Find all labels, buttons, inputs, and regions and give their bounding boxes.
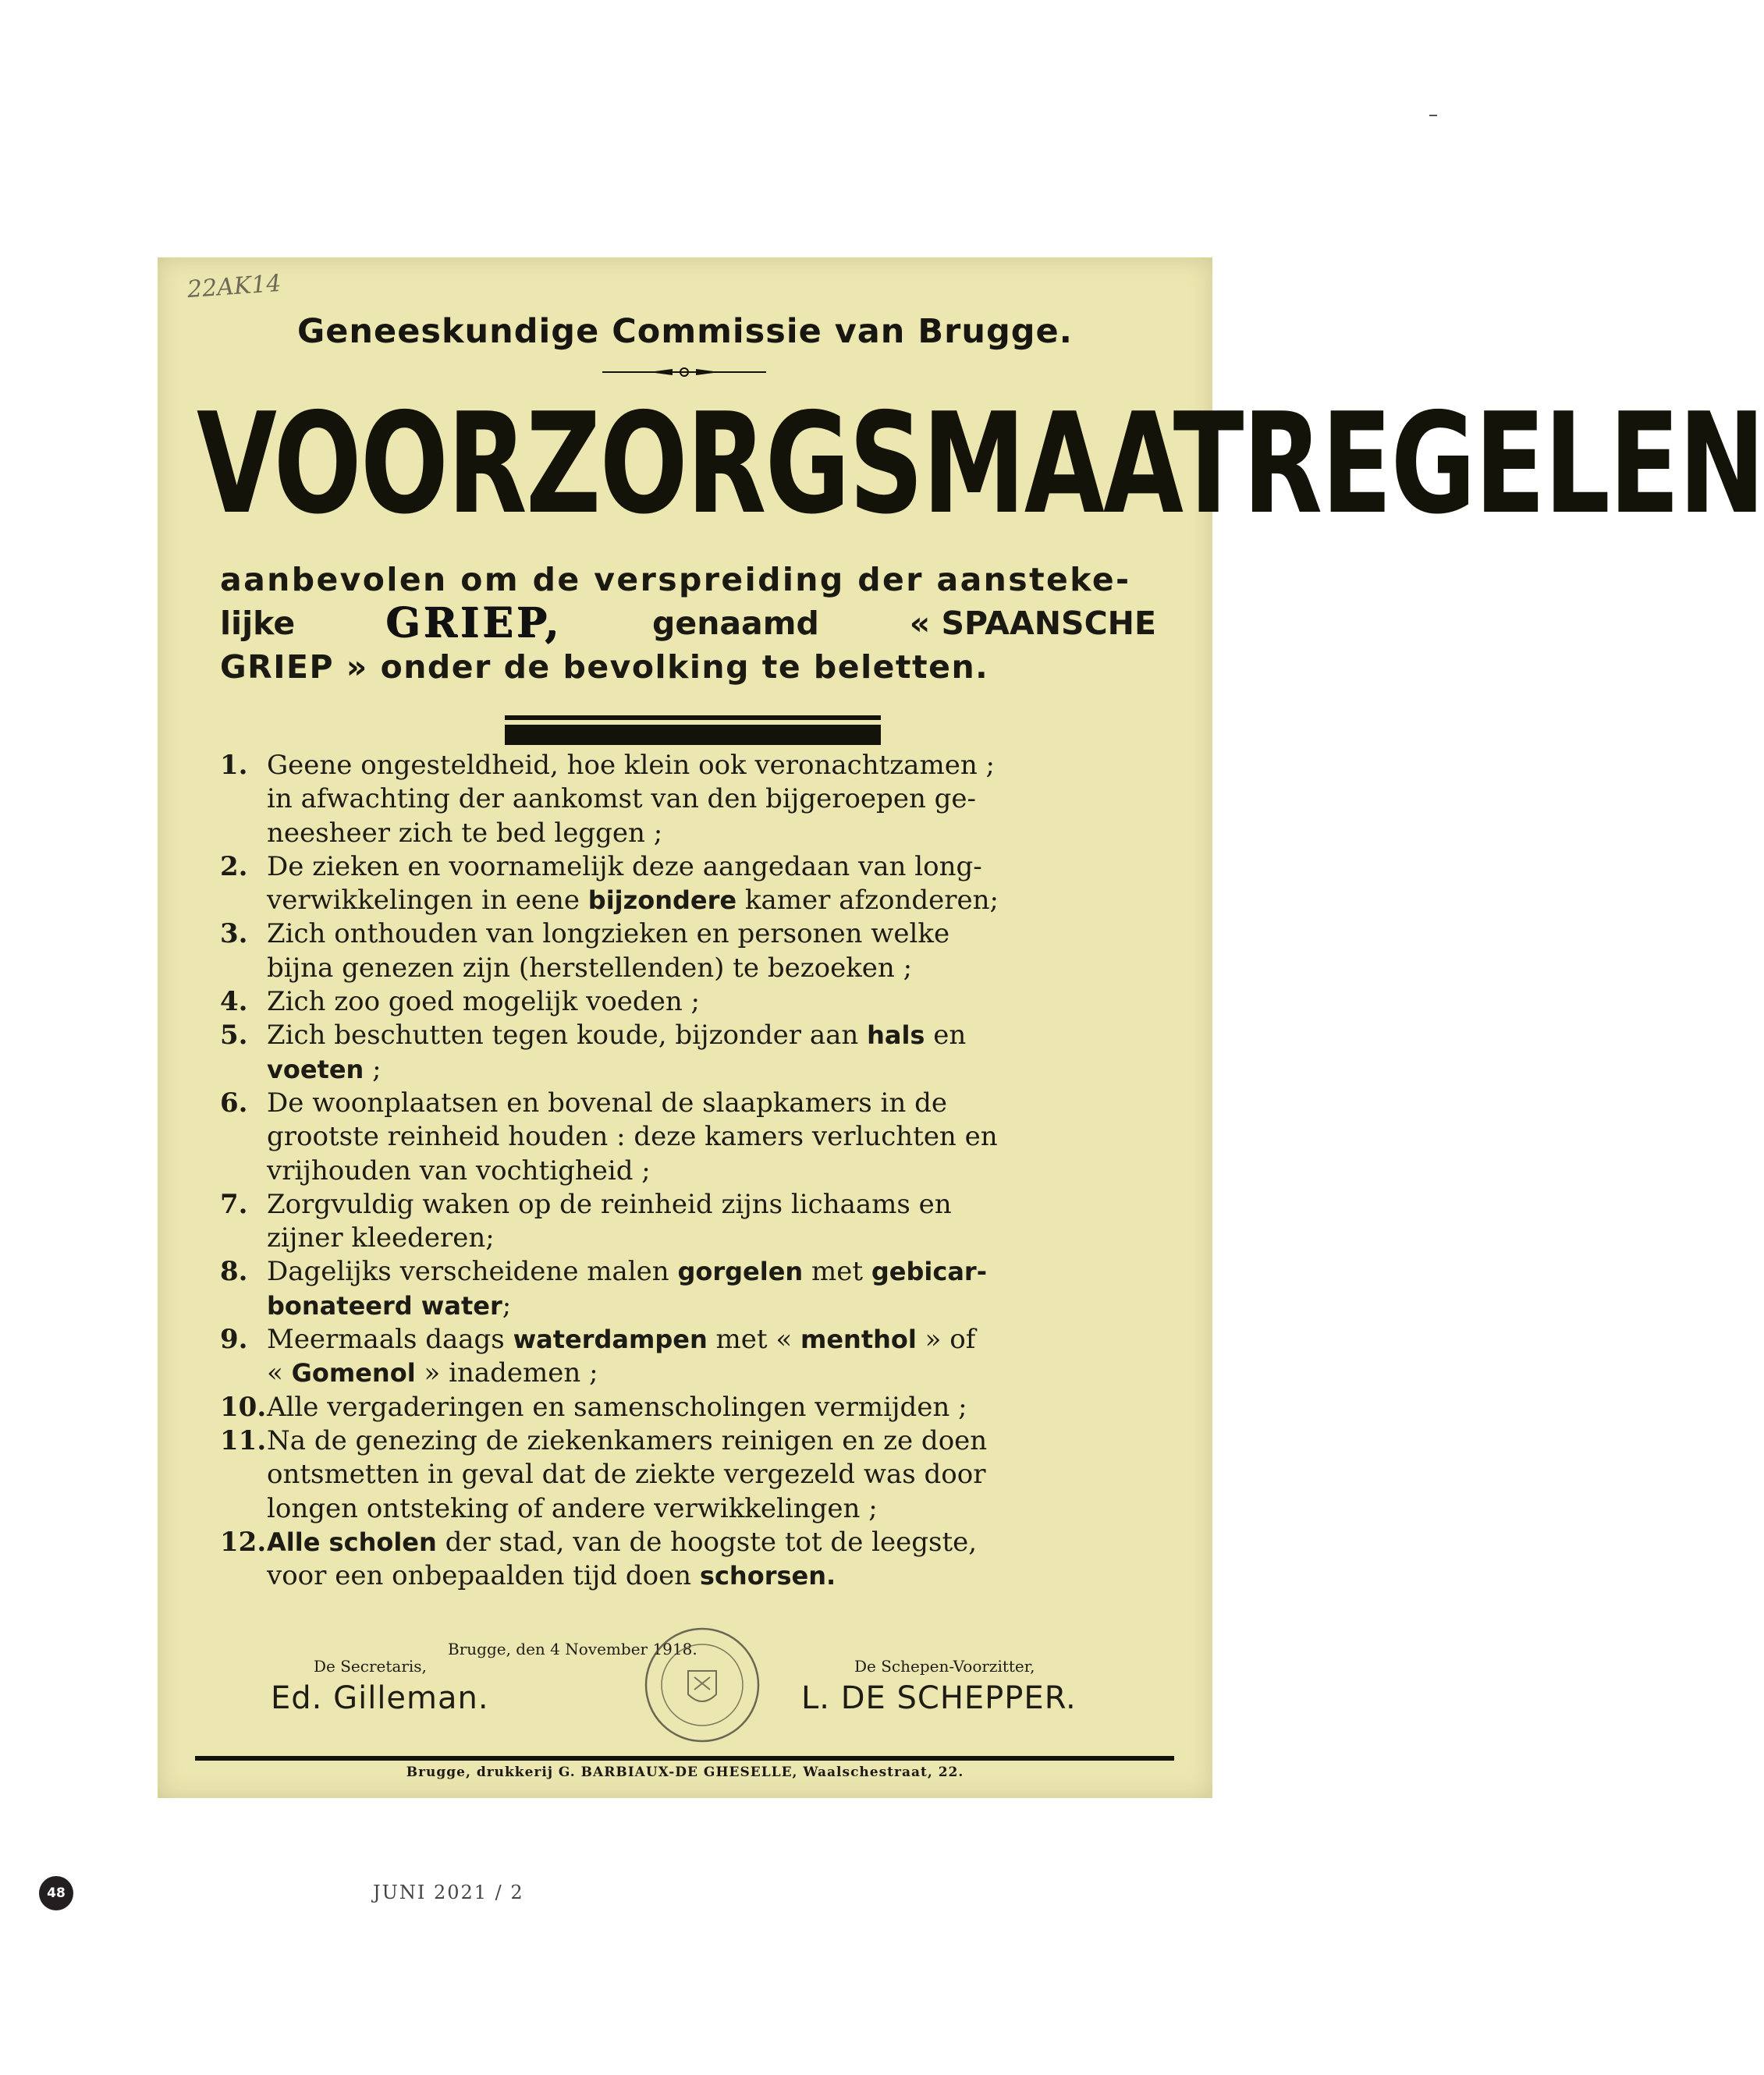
item-line bbox=[267, 1323, 1164, 1357]
item-line: De zieken en voornamelijk deze aangedaan van long- bbox=[267, 850, 982, 882]
intro-griep: GRIEP, bbox=[385, 599, 563, 647]
item-line bbox=[267, 884, 1164, 917]
bold-text: gorgelen bbox=[677, 1257, 804, 1287]
item-number: 1. bbox=[220, 750, 248, 781]
poster bbox=[158, 257, 1764, 1798]
item-line bbox=[267, 1357, 1164, 1390]
inventory-note: 22AK14 bbox=[186, 269, 282, 304]
thick-divider bbox=[505, 715, 881, 745]
intro-spaansche: « SPAANSCHE bbox=[909, 605, 1156, 642]
intro-line-3: GRIEP » onder de bevolking te beletten. bbox=[220, 648, 989, 686]
intro-word-lijke: lijke bbox=[220, 605, 296, 642]
item-number: 6. bbox=[220, 1087, 248, 1119]
item-number: 7. bbox=[220, 1188, 248, 1220]
list-item bbox=[220, 1424, 1164, 1526]
item-line: bijna genezen zijn (herstellenden) te bezoeken ; bbox=[267, 952, 913, 984]
intro-line-2 bbox=[220, 601, 1156, 645]
item-line bbox=[267, 1526, 1164, 1559]
item-text: » of bbox=[925, 1324, 976, 1356]
item-number: 11. bbox=[220, 1424, 267, 1456]
page-number-badge: 48 bbox=[39, 1876, 73, 1910]
item-line: Alle vergaderingen en samenscholingen vermijden ; bbox=[267, 1391, 967, 1423]
item-line: longen ontsteking of andere verwikkelingen ; bbox=[267, 1492, 878, 1524]
list-item bbox=[220, 1188, 1164, 1256]
archive-stamp bbox=[640, 1623, 765, 1747]
dateline: Brugge, den 4 November 1918. bbox=[448, 1640, 697, 1658]
item-line: De woonplaatsen en bovenal de slaapkamers in de bbox=[267, 1087, 948, 1119]
intro-text bbox=[220, 558, 1156, 689]
edge-mark bbox=[1429, 115, 1437, 116]
item-text: ; bbox=[502, 1289, 512, 1321]
item-text: der stad, van de hoogste tot de leegste, bbox=[445, 1526, 978, 1558]
bold-text: Gomenol bbox=[291, 1358, 416, 1389]
chair-role: De Schepen-Voorzitter, bbox=[854, 1657, 1035, 1676]
item-line: neesheer zich te bed leggen ; bbox=[267, 817, 663, 849]
item-number: 8. bbox=[220, 1256, 248, 1288]
item-line: Zich onthouden van longzieken en personen welke bbox=[267, 918, 950, 950]
list-item bbox=[220, 1526, 1164, 1594]
item-line bbox=[267, 1053, 1164, 1087]
list-item bbox=[220, 1323, 1164, 1391]
item-text: » inademen ; bbox=[424, 1357, 598, 1389]
item-text: verwikkelingen in eene bbox=[267, 885, 580, 917]
item-number: 9. bbox=[220, 1324, 248, 1356]
bold-text: gebicar- bbox=[871, 1257, 987, 1287]
list-item bbox=[220, 1087, 1164, 1188]
chair-name: L. DE SCHEPPER. bbox=[801, 1680, 1077, 1716]
list-item bbox=[220, 985, 1164, 1019]
item-text: « bbox=[267, 1357, 283, 1389]
ornament-divider bbox=[602, 367, 766, 378]
item-line: ontsmetten in geval dat de ziekte vergezeld was door bbox=[267, 1459, 986, 1491]
item-line: Zich zoo goed mogelijk voeden ; bbox=[267, 986, 700, 1018]
item-line bbox=[267, 1559, 1164, 1593]
item-line bbox=[267, 1289, 1164, 1323]
item-text: voor een onbepaalden tijd doen bbox=[267, 1560, 692, 1592]
item-line: grootste reinheid houden : deze kamers verluchten en bbox=[267, 1121, 998, 1153]
list-item bbox=[220, 1019, 1164, 1087]
signature-block bbox=[158, 1640, 1212, 1757]
bold-text: bonateerd water bbox=[267, 1290, 502, 1321]
item-number: 3. bbox=[220, 918, 248, 950]
list-item bbox=[220, 1391, 1164, 1424]
bold-text: Alle scholen bbox=[267, 1527, 437, 1557]
item-text: kamer afzonderen; bbox=[744, 885, 999, 917]
secretary-role: De Secretaris, bbox=[314, 1657, 427, 1676]
organisation-title: Geneeskundige Commissie van Brugge. bbox=[296, 312, 1074, 351]
secretary-name: Ed. Gilleman. bbox=[271, 1680, 489, 1716]
item-number: 12. bbox=[220, 1526, 267, 1558]
list-item bbox=[220, 850, 1164, 918]
item-line: Geene ongesteldheid, hoe klein ook veronachtzamen ; bbox=[267, 750, 995, 781]
item-text: en bbox=[933, 1020, 967, 1052]
issue-label: JUNI 2021 / 2 bbox=[373, 1882, 524, 1903]
printer-imprint: Brugge, drukkerij G. BARBIAUX-DE GHESELLE, Waalschestraat, 22. bbox=[406, 1765, 964, 1780]
item-text: Zich beschutten tegen koude, bijzonder aan bbox=[267, 1020, 859, 1052]
bold-text: voeten bbox=[267, 1054, 364, 1084]
bold-text: bijzondere bbox=[587, 885, 737, 916]
list-item bbox=[220, 1255, 1164, 1323]
list-item bbox=[220, 917, 1164, 985]
item-text: met « bbox=[715, 1324, 793, 1356]
item-text: met bbox=[811, 1256, 864, 1288]
item-text: Meermaals daags bbox=[267, 1324, 505, 1356]
bold-text: menthol bbox=[800, 1325, 917, 1355]
item-line bbox=[267, 1255, 1164, 1289]
item-line bbox=[267, 1019, 1164, 1052]
item-number: 2. bbox=[220, 850, 248, 882]
item-line: vrijhouden van vochtigheid ; bbox=[267, 1155, 651, 1186]
item-line: in afwachting der aankomst van den bijgeroepen ge- bbox=[267, 783, 977, 815]
intro-genaamd: genaamd bbox=[652, 605, 819, 642]
headline: VOORZORGSMAATREGELEN bbox=[197, 383, 1764, 544]
item-line: Zorgvuldig waken op de reinheid zijns lichaams en bbox=[267, 1188, 952, 1220]
item-text: ; bbox=[372, 1053, 382, 1085]
intro-line-1: aanbevolen om de verspreiding der aansteke- bbox=[220, 561, 1131, 598]
item-line: zijner kleederen; bbox=[267, 1222, 495, 1254]
list-item bbox=[220, 749, 1164, 850]
item-number: 5. bbox=[220, 1020, 248, 1052]
measures-list bbox=[220, 749, 1164, 1593]
item-text: Dagelijks verscheidene malen bbox=[267, 1256, 669, 1288]
bold-text: schorsen. bbox=[699, 1561, 836, 1591]
bold-text: hals bbox=[867, 1020, 925, 1051]
item-number: 10. bbox=[220, 1391, 267, 1423]
bottom-rule bbox=[195, 1756, 1174, 1761]
bold-text: waterdampen bbox=[513, 1325, 708, 1355]
item-line: Na de genezing de ziekenkamers reinigen en ze doen bbox=[267, 1424, 988, 1456]
item-number: 4. bbox=[220, 986, 248, 1018]
